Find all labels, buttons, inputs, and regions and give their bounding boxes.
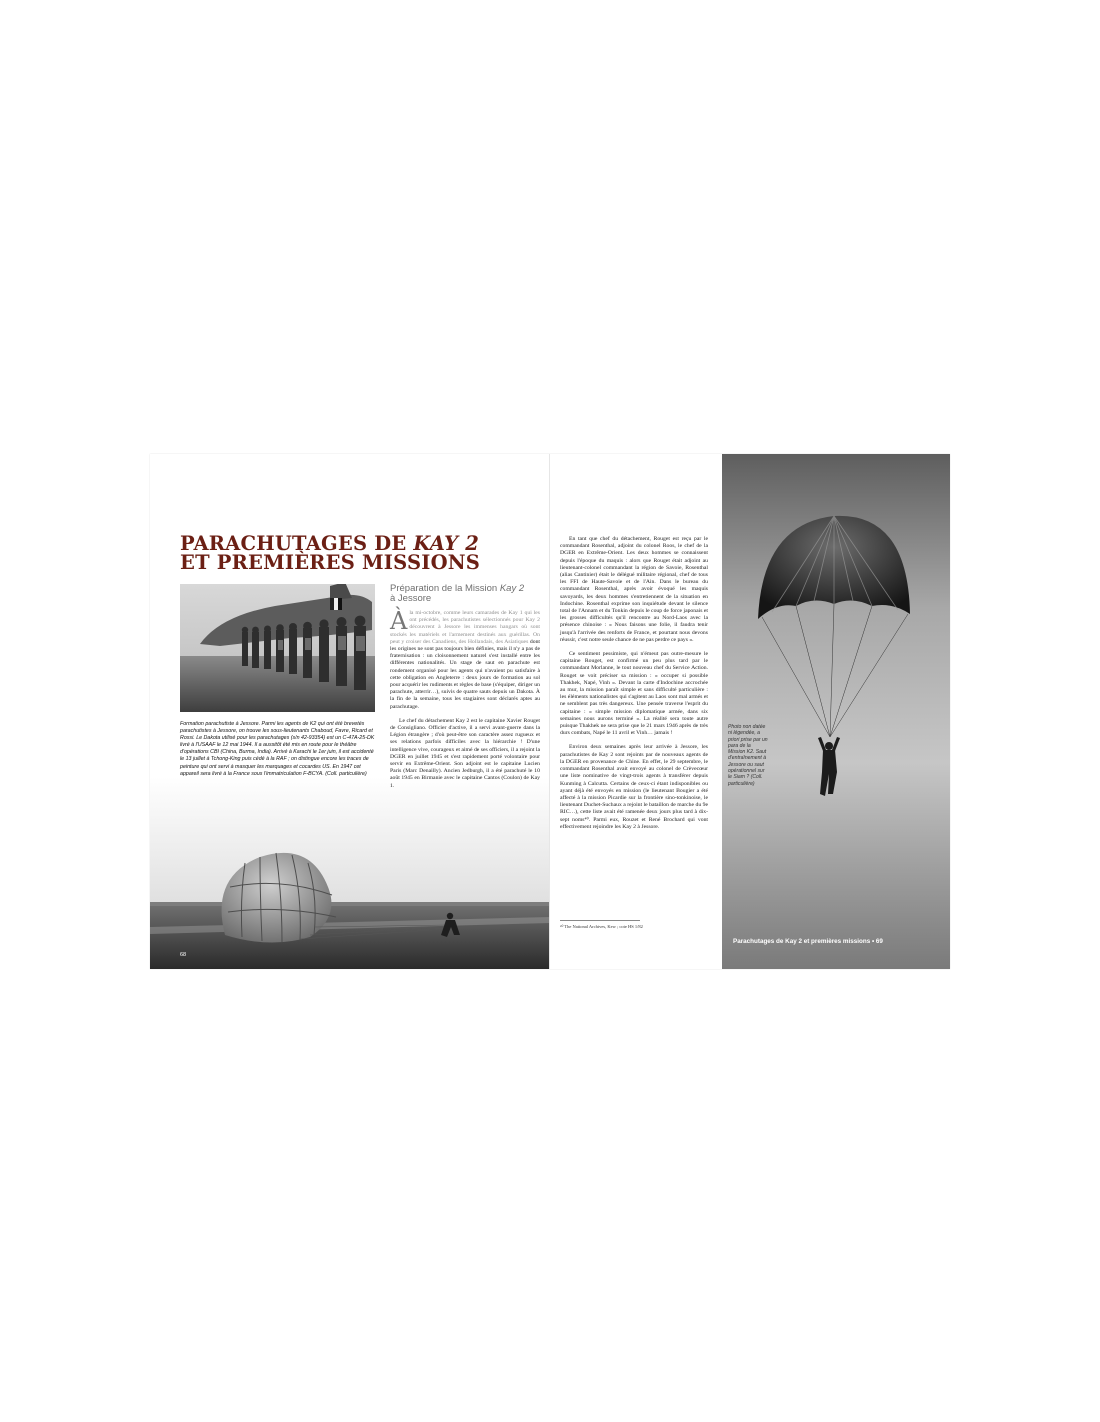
paratroopers-dakota-photo bbox=[180, 584, 375, 712]
paragraph: Ce sentiment pessimiste, qui n'émeut pas outre-mesure le capitaine Rouget, est confirmé un peu plus tard par le commandant Morlanne, le tout nouveau chef du Service Action. Rouget se voit préciser sa mission : « occuper si possible Thakhek, Napé, Vinh ». Devant la carte d'Indochine accrochée au mur, la mission paraît simple et sans difficulté particulière : les éléments nationalistes qui s'agitent au Laos sont mal armés et ne semblent pas très dangereux. Une pensée traverse l'esprit du capitaine : « simple mission diplomatique armée, dans six semaines nous aurons terminé ». La réalité sera toute autre puisque Thakhek ne sera prise que le 21 mars 1946 après de très durs combats, Napé le 11 avril et Vinh… jamais ! bbox=[560, 651, 708, 737]
footnote: ⁴⁰ The National Archives, Kew ; cote HS 1/82 bbox=[560, 924, 643, 929]
section-heading bbox=[390, 584, 540, 604]
parachutist-descending-photo bbox=[722, 454, 950, 969]
title-italic: KAY 2 bbox=[413, 532, 479, 555]
left-body-column bbox=[390, 607, 540, 797]
title-line2: ET PREMIÈRES MISSIONS bbox=[180, 551, 481, 574]
section-heading-line2: à Jessore bbox=[390, 593, 432, 604]
drop-cap: À bbox=[390, 607, 408, 635]
book-spread bbox=[150, 454, 950, 969]
paragraph: Environ deux semaines après leur arrivée à Jessore, les parachutistes de Kay 2 sont rejoints par de nouveaux agents de la DGER en provenance de Chine. En effet, le 29 septembre, le commandant Rosenthal avait envoyé au colonel de Crèvecœur une liste nominative de vingt-trois agents à transférer depuis Kunming à Calcutta. Certains de ceux-ci étant indisponibles ou ayant déjà été envoyés en mission (le lieutenant Bougier a été affecté à la mission Picardie sur la frontière sino-tonkinoise, le lieutenant Duchet-Suchaux a rejoint le bataillon de marche du 9e RIC…), cette liste avait été ramenée deux jours plus tard à dix-sept noms⁴⁰. Parmi eux, Rouzet et René Brochard qui vont effectivement rejoindre les Kay 2 à Jessore. bbox=[560, 744, 708, 830]
faded-text: la mi-octobre, comme leurs camarades de Kay 1 qui les ont précédés, les parachutistes sélectionnés pour Kay 2 découvrent à Jessore les immenses hangars où sont stockés les matériels et l'armement destinés aux guérillas. On peut y croiser des Canadiens, des Hollandais, des Asiatiques bbox=[390, 610, 540, 645]
paragraph: Le chef du détachement Kay 2 est le capitaine Xavier Rouget de Consigliano. Officier d'active, il a servi avant-guerre dans la Légion étrangère ; d'où peut-être son caractère assez rugueux et ses relations parfois difficiles avec la hiérarchie ! D'une intelligence vive, courageux et aimé de ses officiers, il a rejoint la DGER en juillet 1945 et s'est rapidement porté volontaire pour servir en Extrême-Orient. Son adjoint est le capitaine Lucien Paris (Marc Denailly). Ancien Jedburgh, il a été parachuté le 10 août 1945 en Birmanie avec le capitaine Cantos (Coulon) de Kay 1. bbox=[390, 717, 540, 789]
paragraph bbox=[390, 607, 540, 711]
section-heading-prefix: Préparation de la Mission bbox=[390, 583, 500, 594]
photo-caption-right: Photo non datée ni légendée, a priori prise par un para de la Mission K2. Saut d'entraînement à Jessore ou saut opérationnel sur le Siam ? (Coll. particulière) bbox=[728, 724, 768, 787]
chapter-title bbox=[180, 534, 480, 572]
section-heading-italic: Kay 2 bbox=[499, 583, 525, 594]
page-number-left: 68 bbox=[180, 952, 187, 958]
title-prefix: PARACHUTAGES DE bbox=[180, 532, 414, 555]
left-page bbox=[150, 454, 550, 969]
running-footer-right: Parachutages de Kay 2 et premières missions • 69 bbox=[733, 938, 883, 945]
footnote-rule bbox=[560, 920, 640, 921]
landing-parachute-photo bbox=[150, 777, 550, 969]
paragraph-text: dont les origines ne sont pas toujours bien définies, mais il n'y a pas de fraternisation : un cloisonnement naturel s'est installé entre les différentes nationalités. Un stage de saut en parachute est rondement organisé pour les agents qui n'avaient pu satisfaire à cette obligation en Angleterre : deux jours de formation au sol pour acquérir les rudiments et règles de base (s'équiper, diriger un parachute, atterrir…), suivis de quatre sauts depuis un Dakota. À la fin de la semaine, tous les stagiaires sont déclarés aptes au parachutage. bbox=[390, 638, 540, 710]
paragraph: En tant que chef du détachement, Rouget est reçu par le commandant Rosenthal, adjoint du colonel Roos, le chef de la DGER en Extrême-Orient. Les deux hommes se connaissent depuis l'époque du maquis : alors que Rouget était adjoint au lieutenant-colonel commandant la région de Savoie, Rosenthal (alias Cantinier) était le délégué militaire régional, chef de tous les FFI de Haute-Savoie et de l'Ain. Dans le bureau du commandant Rosenthal, après avoir évoqué les maquis savoyards, les deux hommes s'entretiennent de la situation en Indochine. Rosenthal exprime son inquiétude devant le silence total de l'Annam et du Tonkin depuis le coup de force japonais et les grosses difficultés qu'il rencontre au Nord-Laos avec la présence chinoise : « Nous faisons une folie, il faudra tenir jusqu'à l'arrivée des renforts de France, et pourtant nous devons réussir, c'est notre seule chance de ne pas perdre ce pays ». bbox=[560, 536, 708, 643]
photo-caption-left: Formation parachutiste à Jessore. Parmi les agents de K2 qui ont été brevetés parachutistes à Jessore, on trouve les sous-lieutenants Chaboud, Favre, Ricard et Rossi. Le Dakota utilisé pour les parachutages (s/n 42-93354) est un C-47A-25-DK livré à l'USAAF le 12 mai 1944. Il a aussitôt été mis en route pour le théâtre d'opérations CBI (China, Burma, India). Arrivé à Karachi le 1er juin, il est accidenté le 13 juillet à Tchong-King puis cédé à la RAF ; on distingue encore les traces de peinture qui ont servi à masquer les marquages et cocardes US. En 1947 cet appareil sera livré à la France sous l'immatriculation F-BCYA. (Coll. particulière) bbox=[180, 721, 375, 777]
right-page bbox=[550, 454, 950, 969]
right-body-column bbox=[560, 536, 708, 838]
